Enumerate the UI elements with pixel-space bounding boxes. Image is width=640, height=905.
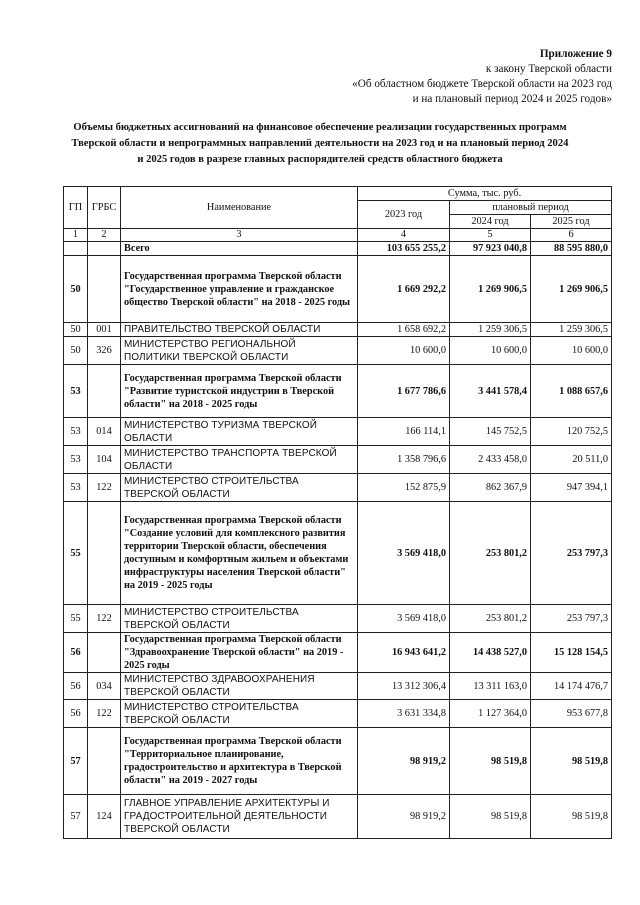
amount-2024-cell: 1 127 364,0 — [450, 700, 531, 728]
appendix-header — [252, 47, 612, 107]
amount-2024-cell: 1 269 906,5 — [450, 256, 531, 323]
total-2023: 103 655 255,2 — [358, 242, 450, 256]
grbs-cell: 122 — [88, 605, 121, 633]
header-plan-period: плановый период — [450, 201, 612, 215]
header-row-1 — [64, 187, 612, 201]
program-row — [64, 502, 612, 605]
column-number: 3 — [121, 229, 358, 242]
amount-2024-cell: 1 259 306,5 — [450, 323, 531, 337]
gp-cell: 55 — [64, 605, 88, 633]
gp-cell: 57 — [64, 795, 88, 839]
appendix-line-2: «Об областном бюджете Тверской области на 2023 год — [352, 78, 612, 90]
gp-cell: 53 — [64, 474, 88, 502]
total-row — [64, 242, 612, 256]
table-row — [64, 323, 612, 337]
amount-2023-cell: 166 114,1 — [358, 418, 450, 446]
amount-2024-cell: 145 752,5 — [450, 418, 531, 446]
table-row — [64, 700, 612, 728]
amount-2024-cell: 98 519,8 — [450, 728, 531, 795]
amount-2023-cell: 1 658 692,2 — [358, 323, 450, 337]
appendix-line-1: к закону Тверской области — [485, 63, 612, 75]
gp-cell: 50 — [64, 256, 88, 323]
amount-2023-cell: 16 943 641,2 — [358, 633, 450, 673]
header-2023: 2023 год — [358, 201, 450, 229]
grbs-cell: 034 — [88, 673, 121, 700]
total-label: Всего — [121, 242, 358, 256]
agency-name-cell: МИНИСТЕРСТВО ТРАНСПОРТА ТВЕРСКОЙ ОБЛАСТИ — [121, 446, 358, 474]
table-row — [64, 337, 612, 365]
amount-2023-cell: 1 669 292,2 — [358, 256, 450, 323]
table-row — [64, 446, 612, 474]
amount-2023-cell: 1 677 786,6 — [358, 365, 450, 418]
grbs-cell: 014 — [88, 418, 121, 446]
amount-2025-cell: 1 088 657,6 — [531, 365, 612, 418]
column-number: 5 — [450, 229, 531, 242]
amount-2023-cell: 98 919,2 — [358, 728, 450, 795]
amount-2025-cell: 947 394,1 — [531, 474, 612, 502]
amount-2025-cell: 120 752,5 — [531, 418, 612, 446]
agency-name-cell: МИНИСТЕРСТВО СТРОИТЕЛЬСТВА ТВЕРСКОЙ ОБЛАСТИ — [121, 474, 358, 502]
gp-cell: 53 — [64, 418, 88, 446]
grbs-cell: 326 — [88, 337, 121, 365]
agency-name-cell: МИНИСТЕРСТВО ТУРИЗМА ТВЕРСКОЙ ОБЛАСТИ — [121, 418, 358, 446]
appendix-title: Приложение 9 — [539, 48, 612, 60]
gp-cell: 50 — [64, 323, 88, 337]
document-title-line-2: Тверской области и непрограммных направлений деятельности на 2023 год и на плановый период 2024 — [71, 138, 569, 149]
column-number: 4 — [358, 229, 450, 242]
grbs-cell — [88, 502, 121, 605]
header-2024: 2024 год — [450, 215, 531, 229]
grbs-cell — [88, 728, 121, 795]
amount-2023-cell: 3 631 334,8 — [358, 700, 450, 728]
gp-cell: 56 — [64, 673, 88, 700]
table-row — [64, 605, 612, 633]
program-row — [64, 256, 612, 323]
appendix-line-3: и на плановый период 2024 и 2025 годов» — [412, 93, 612, 105]
gp-cell: 50 — [64, 337, 88, 365]
column-number-row — [64, 229, 612, 242]
grbs-cell: 001 — [88, 323, 121, 337]
grbs-cell: 122 — [88, 700, 121, 728]
gp-cell: 55 — [64, 502, 88, 605]
table-row — [64, 418, 612, 446]
amount-2024-cell: 253 801,2 — [450, 502, 531, 605]
table-row — [64, 673, 612, 700]
program-row — [64, 728, 612, 795]
amount-2023-cell: 3 569 418,0 — [358, 502, 450, 605]
gp-cell: 56 — [64, 700, 88, 728]
amount-2025-cell: 10 600,0 — [531, 337, 612, 365]
amount-2025-cell: 953 677,8 — [531, 700, 612, 728]
amount-2025-cell: 14 174 476,7 — [531, 673, 612, 700]
agency-name-cell: МИНИСТЕРСТВО СТРОИТЕЛЬСТВА ТВЕРСКОЙ ОБЛАСТИ — [121, 700, 358, 728]
table-row — [64, 474, 612, 502]
grbs-cell — [88, 365, 121, 418]
amount-2023-cell: 98 919,2 — [358, 795, 450, 839]
column-number: 2 — [88, 229, 121, 242]
amount-2024-cell: 10 600,0 — [450, 337, 531, 365]
amount-2023-cell: 152 875,9 — [358, 474, 450, 502]
header-sum: Сумма, тыс. руб. — [358, 187, 612, 201]
grbs-cell — [88, 633, 121, 673]
program-name-cell: Государственная программа Тверской области "Здравоохранение Тверской области" на 2019 - 2025 годы — [121, 633, 358, 673]
document-title-line-1: Объемы бюджетных ассигнований на финансовое обеспечение реализации государственных программ — [73, 122, 567, 133]
document-title — [40, 120, 600, 168]
amount-2025-cell: 253 797,3 — [531, 605, 612, 633]
agency-name-cell: ГЛАВНОЕ УПРАВЛЕНИЕ АРХИТЕКТУРЫ И ГРАДОСТРОИТЕЛЬНОЙ ДЕЯТЕЛЬНОСТИ ТВЕРСКОЙ ОБЛАСТИ — [121, 795, 358, 839]
amount-2024-cell: 253 801,2 — [450, 605, 531, 633]
amount-2023-cell: 13 312 306,4 — [358, 673, 450, 700]
header-grbs: ГРБС — [88, 187, 121, 229]
grbs-cell: 124 — [88, 795, 121, 839]
program-row — [64, 633, 612, 673]
program-name-cell: Государственная программа Тверской области "Государственное управление и гражданское общество Тверской области" на 2018 - 2025 годы — [121, 256, 358, 323]
agency-name-cell: ПРАВИТЕЛЬСТВО ТВЕРСКОЙ ОБЛАСТИ — [121, 323, 358, 337]
amount-2025-cell: 98 519,8 — [531, 728, 612, 795]
column-number: 1 — [64, 229, 88, 242]
amount-2024-cell: 14 438 527,0 — [450, 633, 531, 673]
grbs-cell: 122 — [88, 474, 121, 502]
header-2025: 2025 год — [531, 215, 612, 229]
amount-2025-cell: 1 269 906,5 — [531, 256, 612, 323]
amount-2024-cell: 3 441 578,4 — [450, 365, 531, 418]
table-row — [64, 795, 612, 839]
document-title-line-3: и 2025 годов в разрезе главных распорядителей средств областного бюджета — [137, 154, 503, 165]
amount-2025-cell: 15 128 154,5 — [531, 633, 612, 673]
agency-name-cell: МИНИСТЕРСТВО СТРОИТЕЛЬСТВА ТВЕРСКОЙ ОБЛАСТИ — [121, 605, 358, 633]
program-name-cell: Государственная программа Тверской области "Территориальное планирование, градостроительство и архитектура в Тверской области" на 2019 - 2027 годы — [121, 728, 358, 795]
budget-table — [63, 186, 612, 839]
gp-cell: 53 — [64, 365, 88, 418]
amount-2025-cell: 98 519,8 — [531, 795, 612, 839]
amount-2025-cell: 253 797,3 — [531, 502, 612, 605]
amount-2023-cell: 10 600,0 — [358, 337, 450, 365]
amount-2024-cell: 862 367,9 — [450, 474, 531, 502]
amount-2024-cell: 2 433 458,0 — [450, 446, 531, 474]
amount-2025-cell: 20 511,0 — [531, 446, 612, 474]
total-2024: 97 923 040,8 — [450, 242, 531, 256]
agency-name-cell: МИНИСТЕРСТВО РЕГИОНАЛЬНОЙ ПОЛИТИКИ ТВЕРСКОЙ ОБЛАСТИ — [121, 337, 358, 365]
agency-name-cell: МИНИСТЕРСТВО ЗДРАВООХРАНЕНИЯ ТВЕРСКОЙ ОБЛАСТИ — [121, 673, 358, 700]
program-name-cell: Государственная программа Тверской области "Развитие туристской индустрии в Тверской области" на 2018 - 2025 годы — [121, 365, 358, 418]
amount-2024-cell: 98 519,8 — [450, 795, 531, 839]
total-grbs — [88, 242, 121, 256]
grbs-cell — [88, 256, 121, 323]
program-row — [64, 365, 612, 418]
grbs-cell: 104 — [88, 446, 121, 474]
gp-cell: 53 — [64, 446, 88, 474]
header-name: Наименование — [121, 187, 358, 229]
amount-2024-cell: 13 311 163,0 — [450, 673, 531, 700]
column-number: 6 — [531, 229, 612, 242]
header-gp: ГП — [64, 187, 88, 229]
program-name-cell: Государственная программа Тверской области "Создание условий для комплексного развития территории Тверской области, обеспечения доступным и комфортным жильем и объектами инфраструктуры населения Тверской области" на 2019 - 2025 годы — [121, 502, 358, 605]
total-2025: 88 595 880,0 — [531, 242, 612, 256]
amount-2025-cell: 1 259 306,5 — [531, 323, 612, 337]
gp-cell: 56 — [64, 633, 88, 673]
amount-2023-cell: 3 569 418,0 — [358, 605, 450, 633]
amount-2023-cell: 1 358 796,6 — [358, 446, 450, 474]
total-gp — [64, 242, 88, 256]
gp-cell: 57 — [64, 728, 88, 795]
